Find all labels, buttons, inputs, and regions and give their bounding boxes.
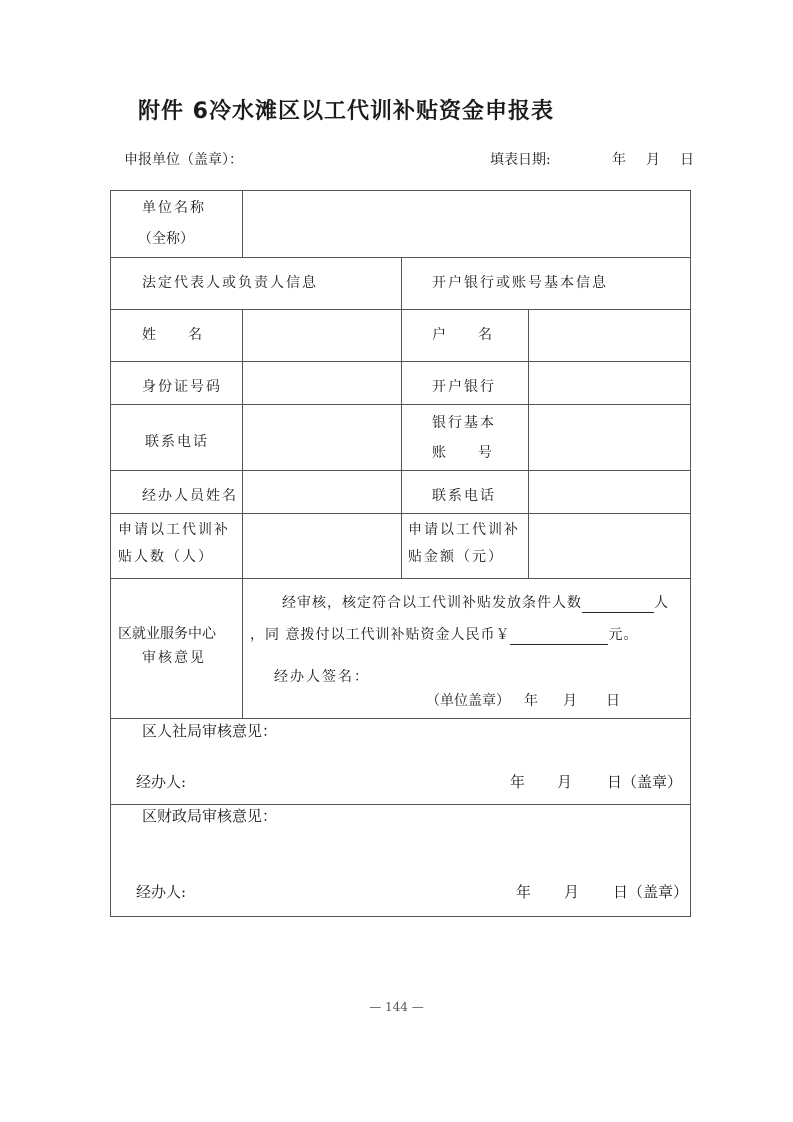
applicant-label: 申报单位（盖章）： — [124, 152, 243, 168]
hrss-year: 年 — [510, 773, 526, 791]
row-divider — [110, 578, 691, 579]
center-year: 年 — [524, 693, 538, 709]
page-number: — 144 — — [369, 1000, 424, 1014]
account-name-field[interactable] — [529, 310, 689, 361]
unit-name-field[interactable] — [243, 191, 689, 257]
id-number-field[interactable] — [243, 362, 400, 404]
hrss-review-label: 区人社局审核意见： — [142, 722, 278, 740]
center-seal-label: （单位盖章） — [426, 693, 510, 709]
center-text-1b: 人 — [654, 595, 669, 611]
center-review-text-line1 — [282, 593, 669, 613]
basic-account-sublabel: 账号 — [432, 445, 524, 461]
center-review-text-line2 — [250, 625, 638, 645]
unit-name-label: 单位名称 — [142, 200, 206, 216]
phone2-field[interactable] — [529, 471, 689, 513]
center-text-1a: 经审核，核定符合以工代训补贴发放条件人数 — [282, 595, 582, 611]
center-review-label: 区就业服务中心 — [118, 626, 216, 642]
basic-account-field[interactable] — [529, 405, 689, 470]
center-month: 月 — [563, 693, 577, 709]
apply-amount-label: 申请以工代训补 — [408, 522, 520, 538]
center-day: 日 — [606, 693, 620, 709]
fill-date-label: 填表日期: — [490, 152, 551, 168]
apply-amount-sublabel: 贴金额（元） — [408, 549, 504, 565]
finance-month: 月 — [564, 883, 580, 901]
apply-count-sublabel: 贴人数（人） — [118, 549, 214, 565]
legal-rep-header: 法定代表人或负责人信息 — [142, 275, 318, 291]
handler-name-field[interactable] — [243, 471, 400, 513]
center-review-sublabel: 审核意见 — [142, 650, 206, 666]
name-label: 姓名 — [142, 327, 234, 343]
approved-count-blank[interactable] — [582, 598, 654, 613]
fill-date-month: 月 — [646, 152, 660, 168]
finance-handler-label: 经办人: — [136, 883, 187, 901]
fill-date-day: 日 — [680, 152, 694, 168]
apply-count-field[interactable] — [243, 514, 400, 578]
finance-year: 年 — [516, 883, 532, 901]
phone-field[interactable] — [243, 405, 400, 470]
id-number-label: 身份证号码 — [142, 379, 222, 395]
basic-account-label: 银行基本 — [432, 415, 496, 431]
bank-label: 开户银行 — [432, 379, 496, 395]
phone2-label: 联系电话 — [432, 488, 496, 504]
approved-amount-blank[interactable] — [510, 630, 608, 645]
row-divider — [110, 718, 691, 719]
hrss-handler-label: 经办人: — [136, 773, 187, 791]
table-border-right — [690, 190, 691, 917]
center-signer-label: 经办人签名： — [274, 669, 370, 685]
finance-review-label: 区财政局审核意见： — [142, 807, 278, 825]
center-text-2a: ，同 意拨付以工代训补贴资金人民币￥ — [250, 627, 511, 643]
row-divider — [110, 804, 691, 805]
name-field[interactable] — [243, 310, 400, 361]
account-name-label: 户名 — [432, 327, 524, 343]
table-border-left — [110, 190, 111, 917]
bank-field[interactable] — [529, 362, 689, 404]
center-text-2b: 元。 — [608, 627, 639, 643]
finance-day-seal: 日（盖章） — [613, 883, 689, 901]
handler-name-label: 经办人员姓名 — [142, 488, 238, 504]
fill-date-year: 年 — [612, 152, 626, 168]
apply-amount-field[interactable] — [529, 514, 689, 578]
apply-count-label: 申请以工代训补 — [118, 522, 230, 538]
phone-label: 联系电话 — [145, 434, 209, 450]
bank-info-header: 开户银行或账号基本信息 — [432, 275, 608, 291]
page-title: 附件 6冷水滩区以工代训补贴资金申报表 — [138, 99, 554, 124]
hrss-month: 月 — [557, 773, 573, 791]
hrss-day-seal: 日（盖章） — [607, 773, 683, 791]
table-border-bottom — [110, 916, 691, 917]
unit-name-sublabel: （全称） — [138, 231, 194, 247]
col-divider — [401, 257, 402, 578]
